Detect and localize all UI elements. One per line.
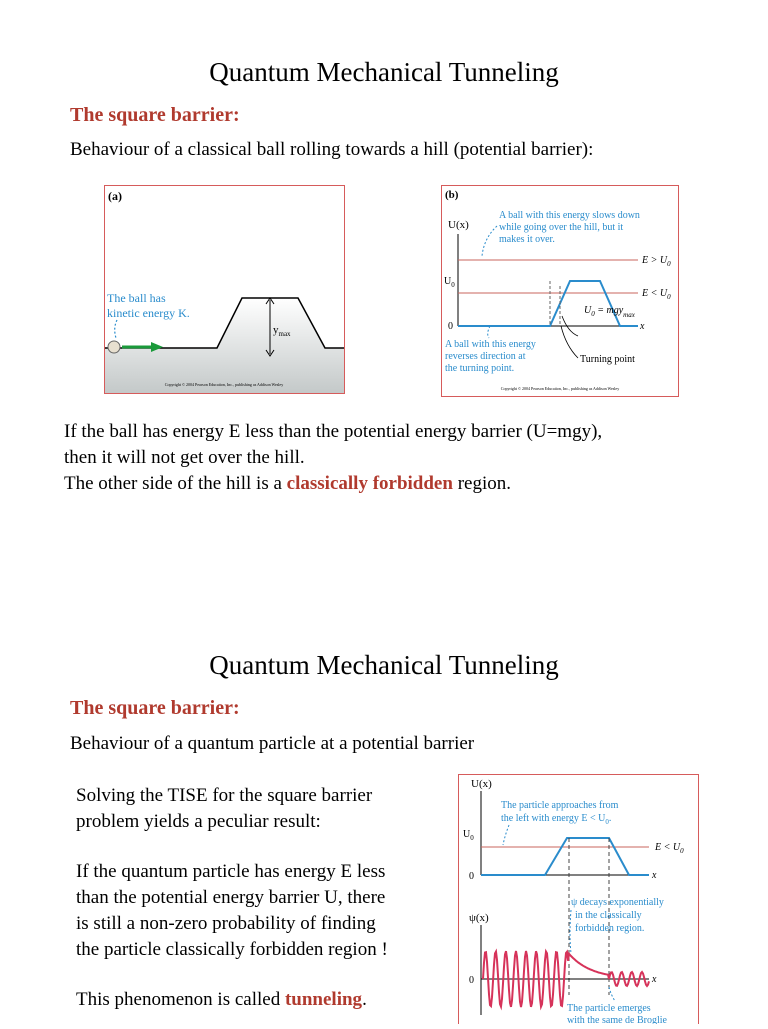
- fig2-x-top-label: x: [652, 870, 657, 881]
- slide2-p3: This phenomenon is called tunneling.: [76, 989, 367, 1010]
- slide1-para2: The other side of the hill is a classically forbidden region.: [64, 473, 511, 494]
- ball: [108, 341, 120, 353]
- slide2-p2-line3: is still a non-zero probability of finding: [76, 913, 376, 934]
- fig2-x-bottom-label: x: [652, 974, 657, 985]
- top-note-pointer: [482, 226, 497, 256]
- x-axis-label: x: [640, 321, 645, 332]
- approach-pointer: [503, 825, 509, 845]
- figure-a: [104, 185, 345, 394]
- ball-text-line1: The ball has: [107, 291, 166, 305]
- zero-label: 0: [448, 321, 453, 332]
- slide2-p2-line4: the particle classically forbidden region !: [76, 939, 388, 960]
- u-axis-label: U(x): [448, 219, 469, 231]
- tunneling-figure-drawing: [459, 775, 698, 1024]
- decay-line2: in the classically: [575, 910, 642, 921]
- slide1-title: Quantum Mechanical Tunneling: [209, 57, 559, 87]
- fig2-potential-barrier: [481, 838, 649, 875]
- decay-line1: ψ decays exponentially: [571, 897, 664, 908]
- figure-b-label: (b): [445, 189, 459, 201]
- psi-axis-label: ψ(x): [469, 912, 489, 924]
- slide2-p2-line2: than the potential energy barrier U, there: [76, 887, 386, 908]
- figure-b: [441, 185, 679, 397]
- tunneling-figure: [458, 774, 699, 1024]
- bottom-note-pointer: [488, 326, 490, 338]
- e-gt-label: $E > U_0$: [642, 255, 671, 268]
- ball-pointer: [115, 320, 117, 338]
- approach-line2: the left with energy $E < U_0$.: [501, 813, 612, 826]
- slide2-p1-line2: problem yields a peculiar result:: [76, 811, 321, 832]
- tunneling-term: tunneling: [284, 989, 363, 1010]
- slide2-title: Quantum Mechanical Tunneling: [209, 650, 559, 680]
- approach-line1: The particle approaches from: [501, 800, 619, 811]
- ball-text-line2: kinetic energy K.: [107, 306, 190, 320]
- top-note-line2: while going over the hill, but it: [499, 222, 624, 233]
- slide1-para1-line2: then it will not get over the hill.: [64, 447, 305, 468]
- figure-a-label: (a): [108, 189, 122, 203]
- emerge-line2: with the same de Broglie: [567, 1015, 667, 1024]
- fig2-zero-bottom: 0: [469, 975, 474, 986]
- decay-pointer: [570, 910, 571, 953]
- emerge-pointer: [609, 987, 615, 1001]
- slide2-p2-line1: If the quantum particle has energy E less: [76, 861, 386, 882]
- figure-a-drawing: [105, 186, 344, 393]
- top-note-line3: makes it over.: [499, 234, 555, 245]
- emerge-line1: The particle emerges: [567, 1003, 651, 1014]
- bottom-note-line2: reverses direction at: [445, 351, 526, 362]
- slide2-subheading: The square barrier:: [70, 697, 240, 719]
- bottom-note-line1: A ball with this energy: [445, 339, 536, 350]
- decay-line3: forbidden region.: [575, 923, 645, 934]
- bottom-note-line3: the turning point.: [445, 363, 515, 374]
- classically-forbidden-term: classically forbidden: [286, 473, 453, 494]
- fig2-zero-top: 0: [469, 871, 474, 882]
- turning-point-label: Turning point: [580, 354, 635, 365]
- fig2-e-lt-label: $E < U_0$: [655, 842, 684, 855]
- ymax-label: $y_{max}$: [273, 324, 291, 338]
- slide1-para1-line1: If the ball has energy E less than the potential energy barrier (U=mgy),: [64, 421, 603, 442]
- u0-mgy-label: $U_0 = mgy_{max}$: [584, 305, 635, 319]
- u0-label: $U_0$: [444, 276, 455, 289]
- top-note-line1: A ball with this energy slows down: [499, 210, 640, 221]
- potential-barrier: [458, 281, 638, 326]
- figure-a-copyright: Copyright © 2004 Pearson Education, Inc., publishing as Addison Wesley: [164, 382, 284, 387]
- slide1-intro: Behaviour of a classical ball rolling towards a hill (potential barrier):: [70, 139, 594, 160]
- fig2-u-axis-label: U(x): [471, 778, 492, 790]
- slide2-intro: Behaviour of a quantum particle at a potential barrier: [70, 733, 475, 754]
- slide2-p1-line1: Solving the TISE for the square barrier: [76, 785, 373, 806]
- e-lt-label: $E < U_0$: [642, 288, 671, 301]
- figure-b-drawing: [442, 186, 678, 396]
- figure-b-copyright: Copyright © 2004 Pearson Education, Inc., publishing as Addison Wesley: [500, 386, 620, 391]
- slide1-subheading: The square barrier:: [70, 104, 240, 126]
- fig2-u0-label: $U_0$: [463, 829, 474, 842]
